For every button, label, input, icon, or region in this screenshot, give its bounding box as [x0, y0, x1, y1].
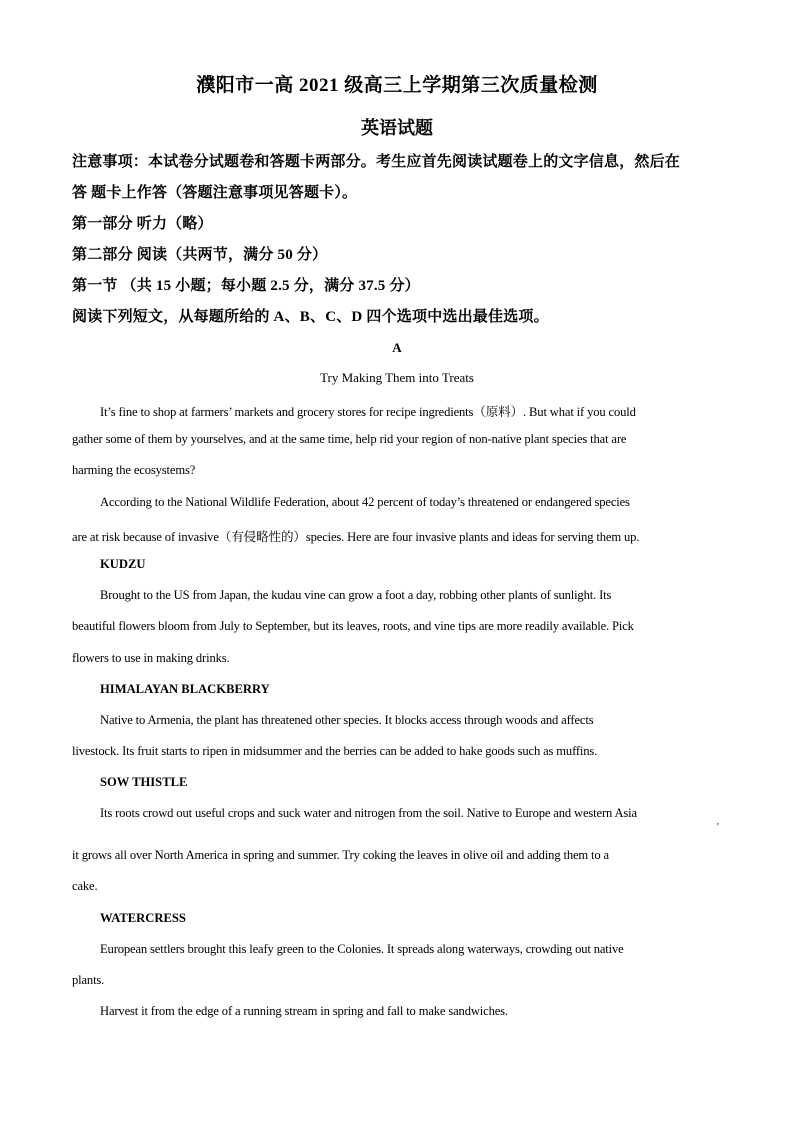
- exam-subtitle: 英语试题: [361, 118, 433, 138]
- watercress-line-3: Harvest it from the edge of a running stream in spring and fall to make sandwiches.: [100, 1004, 508, 1018]
- intro-paragraph-2-line-1: According to the National Wildlife Federation, about 42 percent of today’s threatened or endangered species: [100, 495, 630, 509]
- instructions-note-line-2: 答 题卡上作答（答题注意事项见答题卡）。: [72, 185, 358, 201]
- watercress-heading: WATERCRESS: [100, 911, 186, 925]
- stray-tick-mark: ': [717, 822, 719, 833]
- kudzu-line-3: flowers to use in making drinks.: [72, 651, 230, 665]
- sow-thistle-heading: SOW THISTLE: [100, 775, 188, 789]
- part-two-heading: 第二部分 阅读（共两节，满分 50 分）: [72, 247, 328, 263]
- kudzu-heading: KUDZU: [100, 557, 146, 571]
- instructions-note-line-1: 注意事项：本试卷分试题卷和答题卡两部分。考生应首先阅读试题卷上的文字信息，然后在: [72, 154, 681, 170]
- watercress-line-2: plants.: [72, 973, 105, 987]
- sow-thistle-line-2: it grows all over North America in spring and summer. Try coking the leaves in olive oil and adding them to a: [72, 848, 609, 862]
- blackberry-line-2: livestock. Its fruit starts to ripen in midsummer and the berries can be added to hake goods such as muffins.: [72, 744, 598, 758]
- blackberry-line-1: Native to Armenia, the plant has threatened other species. It blocks access through woods and affects: [100, 713, 594, 727]
- kudzu-line-2: beautiful flowers bloom from July to September, but its leaves, roots, and vine tips are more readily available. Pick: [72, 619, 634, 633]
- passage-label: A: [392, 340, 402, 355]
- section-one-heading: 第一节 （共 15 小题；每小题 2.5 分，满分 37.5 分）: [72, 278, 420, 294]
- blackberry-heading: HIMALAYAN BLACKBERRY: [100, 682, 270, 696]
- exam-title: 濮阳市一高 2021 级高三上学期第三次质量检测: [196, 75, 598, 96]
- passage-title: Try Making Them into Treats: [320, 370, 474, 385]
- watercress-line-1: European settlers brought this leafy green to the Colonies. It spreads along waterways, crowding out native: [100, 942, 624, 956]
- part-one-heading: 第一部分 听力（略）: [72, 216, 213, 232]
- sow-thistle-line-1: Its roots crowd out useful crops and suck water and nitrogen from the soil. Native to Europe and western Asia: [100, 806, 637, 820]
- intro-paragraph-2-line-2: are at risk because of invasive（有侵略性的）species. Here are four invasive plants and ideas for serving them up.: [72, 530, 640, 544]
- sow-thistle-line-3: cake.: [72, 879, 98, 893]
- intro-paragraph-1-line-1: It’s fine to shop at farmers’ markets and grocery stores for recipe ingredients（原料）. But what if you could: [100, 405, 636, 419]
- intro-paragraph-1-line-2: gather some of them by yourselves, and at the same time, help rid your region of non-native plant species that are: [72, 432, 627, 446]
- kudzu-line-1: Brought to the US from Japan, the kudau vine can grow a foot a day, robbing other plants of sunlight. Its: [100, 588, 612, 602]
- intro-paragraph-1-line-3: harming the ecosystems?: [72, 463, 196, 477]
- reading-directions: 阅读下列短文，从每题所给的 A、B、C、D 四个选项中选出最佳选项。: [72, 309, 549, 325]
